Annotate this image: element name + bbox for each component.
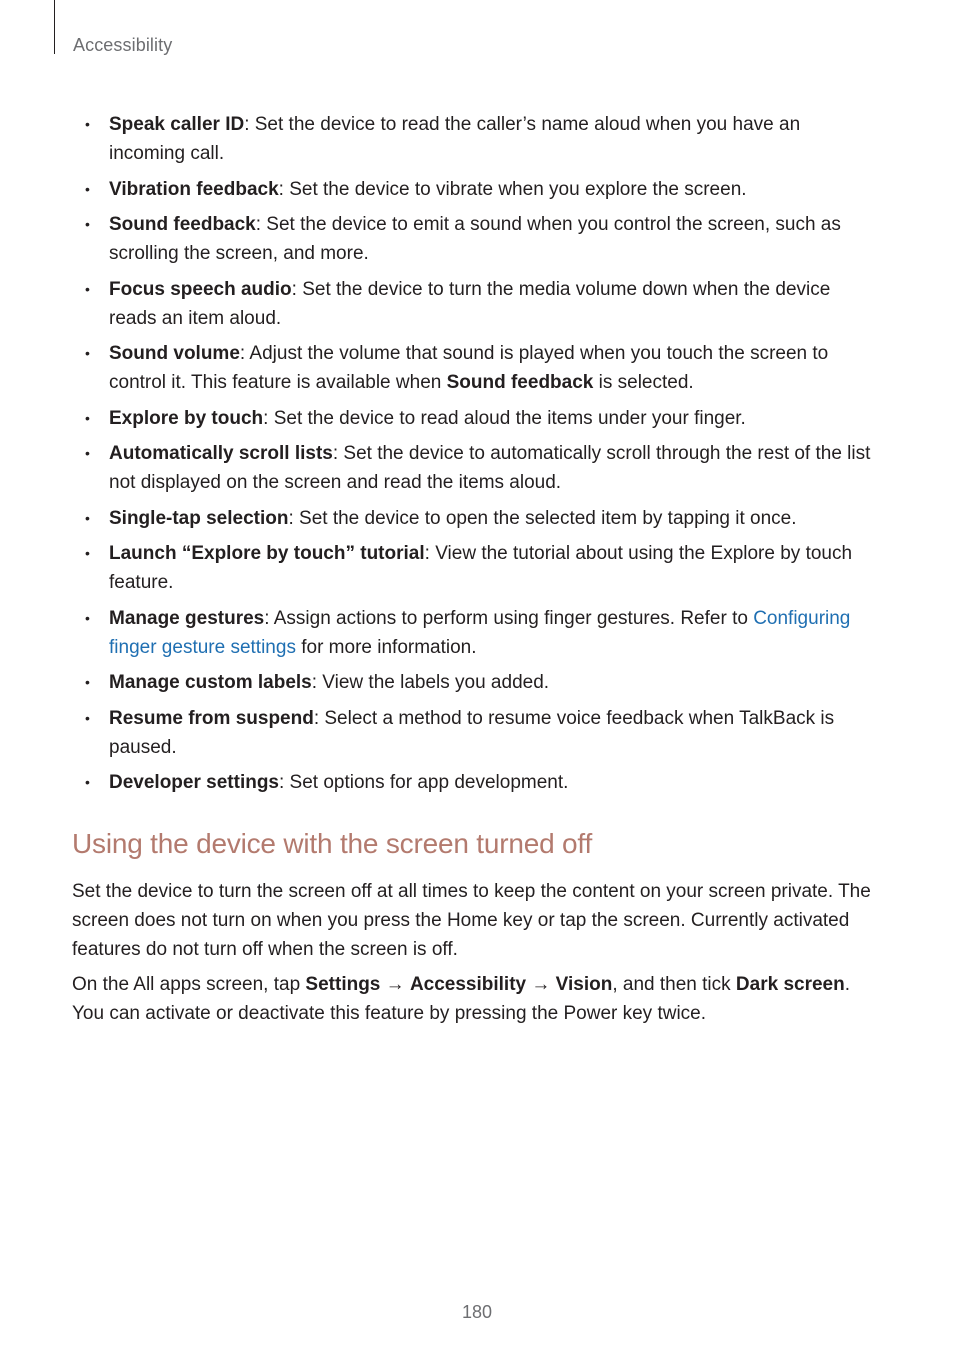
item-term: Explore by touch	[109, 407, 264, 429]
list-item	[73, 175, 873, 204]
dark-screen-term: Dark screen	[735, 974, 845, 995]
list-item	[73, 339, 873, 397]
list-item	[73, 404, 873, 433]
item-term: Developer settings	[109, 772, 279, 793]
item-term-inline: Sound feedback	[446, 372, 594, 393]
para-text: On the All apps screen, tap	[72, 974, 306, 995]
header-rule	[54, 0, 55, 54]
bullet: •	[85, 216, 90, 232]
item-term: Launch “Explore by touch” tutorial	[109, 543, 425, 564]
item-desc-tail: is selected.	[593, 372, 694, 393]
item-desc: : View the labels you added.	[311, 672, 550, 693]
bullet: •	[85, 674, 90, 690]
para-text: , and then tick	[612, 974, 736, 995]
item-term: Sound volume	[109, 343, 240, 364]
list-item	[73, 768, 873, 797]
list-item	[73, 604, 873, 662]
arrow: →	[526, 974, 556, 995]
list-item	[73, 704, 873, 762]
item-term: Vibration feedback	[109, 178, 279, 200]
bullet: •	[85, 116, 90, 132]
item-desc: : Set the device to read the caller’s name aloud when you have an incoming call.	[109, 114, 801, 164]
bullet: •	[85, 445, 90, 461]
header-title: Accessibility	[73, 35, 173, 55]
list-item	[73, 504, 873, 533]
item-term: Sound feedback	[109, 214, 256, 235]
bullet: •	[85, 545, 90, 561]
item-desc: : Select a method to resume voice feedback when TalkBack is paused.	[109, 707, 835, 758]
item-term: Manage custom labels	[109, 672, 312, 693]
item-term: Single-tap selection	[109, 507, 289, 529]
vision-term: Vision	[555, 974, 613, 995]
item-term: Automatically scroll lists	[109, 443, 333, 464]
list-item	[73, 668, 873, 697]
bullet: •	[85, 280, 90, 297]
item-desc: : Set the device to read aloud the items under your finger.	[263, 407, 746, 429]
para-text: . You can activate or deactivate this feature by pressing the Power key twice.	[72, 974, 850, 1024]
item-desc: : Set the device to open the selected item by tapping it once.	[288, 507, 797, 529]
bullet: •	[85, 774, 90, 790]
bullet: •	[85, 509, 90, 526]
section-paragraph-2	[72, 970, 882, 1028]
item-term: Resume from suspend	[109, 707, 314, 729]
list-item	[73, 210, 873, 268]
item-desc-tail: for more information.	[295, 636, 477, 658]
item-desc: : View the tutorial about using the Explore by touch feature.	[109, 543, 853, 593]
settings-list	[73, 110, 873, 804]
item-term: Speak caller ID	[109, 114, 245, 135]
item-desc: : Set options for app development.	[279, 772, 569, 793]
bullet: •	[85, 180, 90, 197]
bullet: •	[85, 609, 90, 626]
item-desc: : Set the device to emit a sound when you control the screen, such as scrolling the screen, and more.	[109, 214, 841, 264]
item-term: Manage gestures	[109, 607, 265, 629]
bullet: •	[85, 345, 90, 361]
bullet: •	[85, 709, 90, 726]
item-desc: : Set the device to vibrate when you explore the screen.	[278, 178, 747, 200]
bullet: •	[85, 409, 90, 426]
finger-gesture-settings-link[interactable]: Configuring finger gesture settings	[109, 607, 851, 658]
item-desc: : Set the device to turn the media volume down when the device reads an item aloud.	[109, 278, 831, 329]
list-item	[73, 439, 873, 497]
arrow: →	[380, 974, 410, 995]
section-title: Using the device with the screen turned off	[72, 828, 593, 859]
list-item	[73, 275, 873, 333]
page-number: 180	[461, 1302, 493, 1322]
section-paragraph-1: Set the device to turn the screen off at all times to keep the content on your screen private. The screen does not turn on when you press the Home key or tap the screen. Currently activated features do not turn off when the screen is off.	[72, 881, 871, 960]
item-desc: : Assign actions to perform using finger gestures. Refer to	[264, 607, 754, 629]
item-term: Focus speech audio	[109, 278, 292, 300]
list-item	[73, 110, 873, 168]
accessibility-term: Accessibility	[409, 974, 527, 995]
list-item	[73, 539, 873, 597]
item-desc: : Set the device to automatically scroll through the rest of the list not displayed on the screen and read the items aloud.	[109, 443, 871, 493]
item-desc: : Adjust the volume that sound is played when you touch the screen to control it. This feature is available when	[109, 343, 829, 393]
settings-term: Settings	[305, 974, 381, 995]
